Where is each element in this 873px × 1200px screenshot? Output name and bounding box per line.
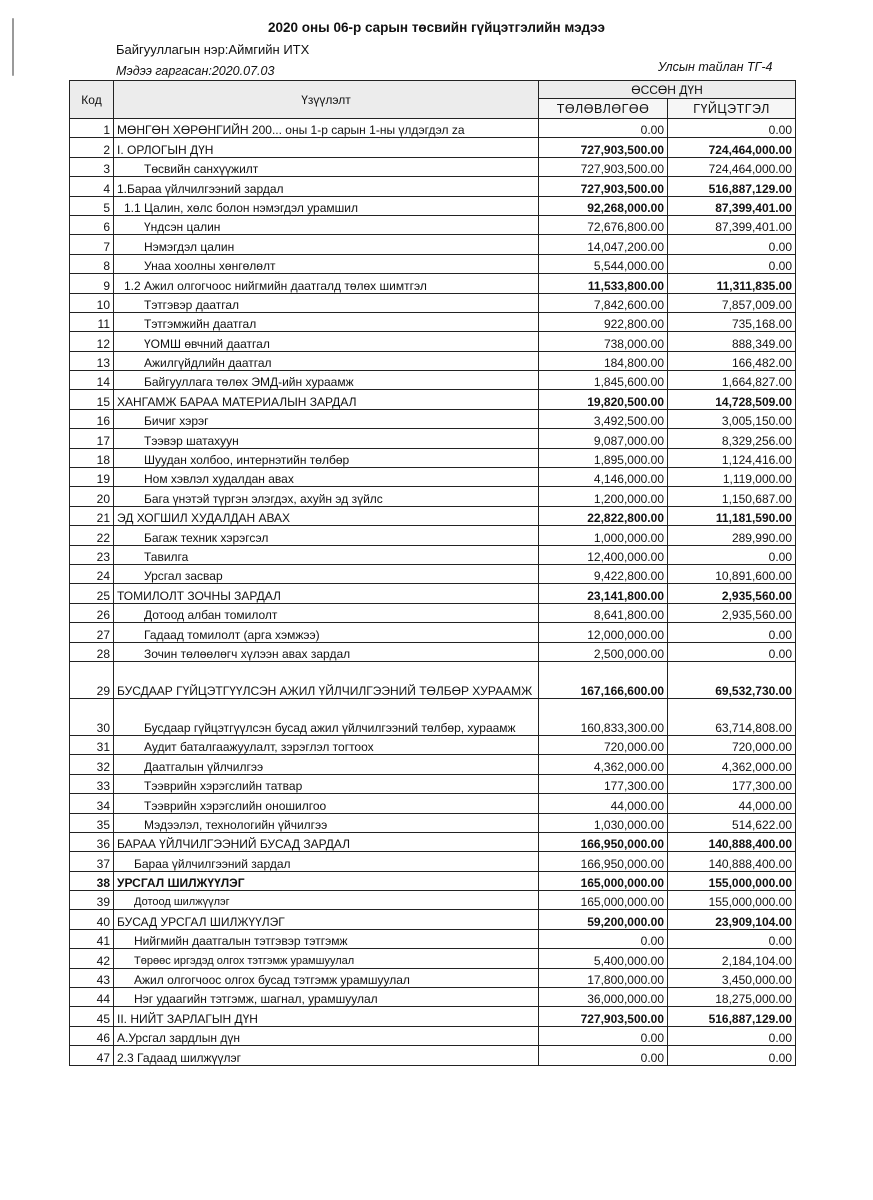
row-actual: 0.00 bbox=[668, 642, 796, 661]
table-row bbox=[70, 891, 796, 910]
row-actual: 69,532,730.00 bbox=[668, 661, 796, 698]
row-plan: 727,903,500.00 bbox=[539, 1007, 668, 1026]
table-row bbox=[70, 487, 796, 506]
table-row bbox=[70, 526, 796, 545]
row-code: 30 bbox=[70, 698, 114, 735]
table-row bbox=[70, 642, 796, 661]
row-label: ХАНГАМЖ БАРАА МАТЕРИАЛЫН ЗАРДАЛ bbox=[114, 390, 539, 409]
row-actual: 888,349.00 bbox=[668, 332, 796, 351]
table-row bbox=[70, 968, 796, 987]
table-row bbox=[70, 196, 796, 215]
row-code: 47 bbox=[70, 1046, 114, 1065]
row-actual: 3,005,150.00 bbox=[668, 409, 796, 428]
row-actual: 1,150,687.00 bbox=[668, 487, 796, 506]
row-label: А.Урсгал зардлын дүн bbox=[114, 1026, 539, 1045]
row-code: 11 bbox=[70, 312, 114, 331]
row-label: Ном хэвлэл худалдан авах bbox=[114, 468, 539, 487]
row-label: Гадаад томилолт (арга хэмжээ) bbox=[114, 623, 539, 642]
row-plan: 36,000,000.00 bbox=[539, 988, 668, 1007]
row-plan: 177,300.00 bbox=[539, 774, 668, 793]
row-plan: 166,950,000.00 bbox=[539, 832, 668, 851]
row-label: Тэтгэвэр даатгал bbox=[114, 293, 539, 312]
row-plan: 727,903,500.00 bbox=[539, 138, 668, 157]
row-actual: 0.00 bbox=[668, 545, 796, 564]
row-plan: 3,492,500.00 bbox=[539, 409, 668, 428]
row-plan: 7,842,600.00 bbox=[539, 293, 668, 312]
row-code: 45 bbox=[70, 1007, 114, 1026]
row-label: БУСДААР ГҮЙЦЭТГҮҮЛСЭН АЖИЛ ҮЙЛЧИЛГЭЭНИЙ ТӨЛБӨР ХУРААМЖ bbox=[114, 661, 539, 698]
row-label: Нэг удаагийн тэтгэмж, шагнал, урамшуулал bbox=[114, 988, 539, 1007]
row-code: 44 bbox=[70, 988, 114, 1007]
col-plan-header: ТӨЛӨВЛӨГӨӨ bbox=[539, 99, 668, 119]
table-row bbox=[70, 545, 796, 564]
row-label: Даатгалын үйлчилгээ bbox=[114, 755, 539, 774]
row-actual: 87,399,401.00 bbox=[668, 215, 796, 234]
row-code: 20 bbox=[70, 487, 114, 506]
table-row bbox=[70, 564, 796, 583]
row-plan: 5,544,000.00 bbox=[539, 254, 668, 273]
row-plan: 0.00 bbox=[539, 929, 668, 948]
table-row bbox=[70, 390, 796, 409]
table-row bbox=[70, 910, 796, 929]
row-label: 1.2 Ажил олгогчоос нийгмийн даатгалд төлөх шимтгэл bbox=[114, 274, 539, 293]
table-row bbox=[70, 138, 796, 157]
row-label: Бичиг хэрэг bbox=[114, 409, 539, 428]
row-actual: 720,000.00 bbox=[668, 735, 796, 754]
row-plan: 19,820,500.00 bbox=[539, 390, 668, 409]
row-label: БУСАД УРСГАЛ ШИЛЖҮҮЛЭГ bbox=[114, 910, 539, 929]
table-row bbox=[70, 988, 796, 1007]
row-actual: 724,464,000.00 bbox=[668, 157, 796, 176]
row-label: Бусдаар гүйцэтгүүлсэн бусад ажил үйлчилгээний төлбөр, хураамж bbox=[114, 698, 539, 735]
table-row bbox=[70, 852, 796, 871]
row-code: 25 bbox=[70, 584, 114, 603]
table-row bbox=[70, 254, 796, 273]
row-label: Тэтгэмжийн даатгал bbox=[114, 312, 539, 331]
row-label: Мэдээлэл, технологийн үйчилгээ bbox=[114, 813, 539, 832]
table-row bbox=[70, 119, 796, 138]
row-plan: 167,166,600.00 bbox=[539, 661, 668, 698]
col-actual-header: ГҮЙЦЭТГЭЛ bbox=[668, 99, 796, 119]
table-row bbox=[70, 448, 796, 467]
row-actual: 2,184,104.00 bbox=[668, 949, 796, 968]
row-code: 29 bbox=[70, 661, 114, 698]
row-code: 3 bbox=[70, 157, 114, 176]
row-code: 5 bbox=[70, 196, 114, 215]
row-actual: 23,909,104.00 bbox=[668, 910, 796, 929]
row-plan: 160,833,300.00 bbox=[539, 698, 668, 735]
row-plan: 4,146,000.00 bbox=[539, 468, 668, 487]
row-label: МӨНГӨН ХӨРӨНГИЙН 200... оны 1-р сарын 1-ны үлдэгдэл za bbox=[114, 119, 539, 138]
table-row bbox=[70, 274, 796, 293]
row-actual: 18,275,000.00 bbox=[668, 988, 796, 1007]
row-actual: 11,311,835.00 bbox=[668, 274, 796, 293]
row-label: Зочин төлөөлөгч хүлээн авах зардал bbox=[114, 642, 539, 661]
table-row bbox=[70, 661, 796, 698]
row-actual: 11,181,590.00 bbox=[668, 506, 796, 525]
row-label: Нэмэгдэл цалин bbox=[114, 235, 539, 254]
row-plan: 727,903,500.00 bbox=[539, 157, 668, 176]
row-plan: 11,533,800.00 bbox=[539, 274, 668, 293]
row-label: II. НИЙТ ЗАРЛАГЫН ДҮН bbox=[114, 1007, 539, 1026]
row-actual: 155,000,000.00 bbox=[668, 891, 796, 910]
row-actual: 0.00 bbox=[668, 235, 796, 254]
row-code: 1 bbox=[70, 119, 114, 138]
table-row bbox=[70, 351, 796, 370]
row-actual: 0.00 bbox=[668, 1046, 796, 1065]
row-label: Үндсэн цалин bbox=[114, 215, 539, 234]
table-row bbox=[70, 929, 796, 948]
row-label: Байгууллага төлөх ЭМД-ийн хураамж bbox=[114, 371, 539, 390]
row-plan: 4,362,000.00 bbox=[539, 755, 668, 774]
row-label: Нийгмийн даатгалын тэтгэвэр тэтгэмж bbox=[114, 929, 539, 948]
table-row bbox=[70, 157, 796, 176]
row-label: 1.Бараа үйлчилгээний зардал bbox=[114, 177, 539, 196]
report-form-label: Улсын тайлан ТГ-4 bbox=[658, 60, 773, 74]
row-plan: 166,950,000.00 bbox=[539, 852, 668, 871]
row-actual: 1,124,416.00 bbox=[668, 448, 796, 467]
row-actual: 514,622.00 bbox=[668, 813, 796, 832]
table-row bbox=[70, 794, 796, 813]
row-code: 4 bbox=[70, 177, 114, 196]
table-row bbox=[70, 506, 796, 525]
row-actual: 0.00 bbox=[668, 119, 796, 138]
row-actual: 1,119,000.00 bbox=[668, 468, 796, 487]
row-plan: 738,000.00 bbox=[539, 332, 668, 351]
row-code: 42 bbox=[70, 949, 114, 968]
row-actual: 44,000.00 bbox=[668, 794, 796, 813]
row-plan: 0.00 bbox=[539, 1026, 668, 1045]
row-code: 24 bbox=[70, 564, 114, 583]
row-plan: 22,822,800.00 bbox=[539, 506, 668, 525]
row-label: Төрөөс иргэдэд олгох тэтгэмж урамшуулал bbox=[114, 949, 539, 968]
row-actual: 1,664,827.00 bbox=[668, 371, 796, 390]
row-code: 12 bbox=[70, 332, 114, 351]
row-code: 41 bbox=[70, 929, 114, 948]
row-plan: 23,141,800.00 bbox=[539, 584, 668, 603]
row-actual: 7,857,009.00 bbox=[668, 293, 796, 312]
table-row bbox=[70, 698, 796, 735]
row-plan: 92,268,000.00 bbox=[539, 196, 668, 215]
row-actual: 155,000,000.00 bbox=[668, 871, 796, 890]
row-actual: 140,888,400.00 bbox=[668, 832, 796, 851]
table-row bbox=[70, 312, 796, 331]
row-code: 15 bbox=[70, 390, 114, 409]
row-label: Тээврийн хэрэгслийн оношилгоо bbox=[114, 794, 539, 813]
row-code: 8 bbox=[70, 254, 114, 273]
row-code: 37 bbox=[70, 852, 114, 871]
row-plan: 17,800,000.00 bbox=[539, 968, 668, 987]
row-actual: 63,714,808.00 bbox=[668, 698, 796, 735]
row-actual: 166,482.00 bbox=[668, 351, 796, 370]
row-label: ТОМИЛОЛТ ЗОЧНЫ ЗАРДАЛ bbox=[114, 584, 539, 603]
row-label: Тээвэр шатахуун bbox=[114, 429, 539, 448]
row-plan: 14,047,200.00 bbox=[539, 235, 668, 254]
row-plan: 922,800.00 bbox=[539, 312, 668, 331]
table-row bbox=[70, 215, 796, 234]
row-code: 46 bbox=[70, 1026, 114, 1045]
row-actual: 735,168.00 bbox=[668, 312, 796, 331]
row-plan: 1,845,600.00 bbox=[539, 371, 668, 390]
row-label: Ажил олгогчоос олгох бусад тэтгэмж урамшуулал bbox=[114, 968, 539, 987]
table-row bbox=[70, 871, 796, 890]
row-code: 13 bbox=[70, 351, 114, 370]
table-row bbox=[70, 235, 796, 254]
row-code: 23 bbox=[70, 545, 114, 564]
row-label: БАРАА ҮЙЛЧИЛГЭЭНИЙ БУСАД ЗАРДАЛ bbox=[114, 832, 539, 851]
row-label: Ажилгүйдлийн даатгал bbox=[114, 351, 539, 370]
row-actual: 8,329,256.00 bbox=[668, 429, 796, 448]
row-actual: 14,728,509.00 bbox=[668, 390, 796, 409]
row-label: Бараа үйлчилгээний зардал bbox=[114, 852, 539, 871]
row-code: 27 bbox=[70, 623, 114, 642]
row-label: ЭД ХОГШИЛ ХУДАЛДАН АВАХ bbox=[114, 506, 539, 525]
row-plan: 9,422,800.00 bbox=[539, 564, 668, 583]
col-indicator-header: Үзүүлэлт bbox=[114, 81, 539, 119]
issue-date: Мэдээ гаргасан:2020.07.03 bbox=[116, 64, 275, 78]
row-plan: 165,000,000.00 bbox=[539, 891, 668, 910]
row-actual: 2,935,560.00 bbox=[668, 584, 796, 603]
row-actual: 140,888,400.00 bbox=[668, 852, 796, 871]
table-row bbox=[70, 603, 796, 622]
table-row bbox=[70, 468, 796, 487]
row-actual: 0.00 bbox=[668, 254, 796, 273]
row-plan: 5,400,000.00 bbox=[539, 949, 668, 968]
table-row bbox=[70, 774, 796, 793]
row-code: 9 bbox=[70, 274, 114, 293]
row-code: 43 bbox=[70, 968, 114, 987]
row-plan: 59,200,000.00 bbox=[539, 910, 668, 929]
row-plan: 12,000,000.00 bbox=[539, 623, 668, 642]
row-label: Унаа хоолны хөнгөлөлт bbox=[114, 254, 539, 273]
row-code: 22 bbox=[70, 526, 114, 545]
row-actual: 0.00 bbox=[668, 1026, 796, 1045]
row-label: Бага үнэтэй түргэн элэгдэх, ахуйн эд зүйлс bbox=[114, 487, 539, 506]
row-code: 34 bbox=[70, 794, 114, 813]
row-actual: 177,300.00 bbox=[668, 774, 796, 793]
col-cumulative-header: ӨССӨН ДҮН bbox=[539, 81, 796, 99]
table-row bbox=[70, 584, 796, 603]
row-code: 17 bbox=[70, 429, 114, 448]
report-title: 2020 оны 06-р сарын төсвийн гүйцэтгэлийн мэдээ bbox=[267, 20, 605, 35]
table-row bbox=[70, 332, 796, 351]
table-row bbox=[70, 1007, 796, 1026]
row-plan: 1,000,000.00 bbox=[539, 526, 668, 545]
row-code: 10 bbox=[70, 293, 114, 312]
row-label: Төсвийн санхүүжилт bbox=[114, 157, 539, 176]
table-row bbox=[70, 293, 796, 312]
row-actual: 289,990.00 bbox=[668, 526, 796, 545]
row-actual: 516,887,129.00 bbox=[668, 1007, 796, 1026]
row-code: 21 bbox=[70, 506, 114, 525]
table-row bbox=[70, 371, 796, 390]
row-code: 16 bbox=[70, 409, 114, 428]
row-plan: 1,200,000.00 bbox=[539, 487, 668, 506]
row-code: 6 bbox=[70, 215, 114, 234]
row-code: 26 bbox=[70, 603, 114, 622]
row-plan: 8,641,800.00 bbox=[539, 603, 668, 622]
row-plan: 727,903,500.00 bbox=[539, 177, 668, 196]
row-label: Багаж техник хэрэгсэл bbox=[114, 526, 539, 545]
row-code: 2 bbox=[70, 138, 114, 157]
table-row bbox=[70, 735, 796, 754]
header-row bbox=[70, 81, 796, 99]
row-code: 38 bbox=[70, 871, 114, 890]
row-actual: 10,891,600.00 bbox=[668, 564, 796, 583]
row-label: Аудит баталгаажуулалт, зэрэглэл тогтоох bbox=[114, 735, 539, 754]
row-actual: 3,450,000.00 bbox=[668, 968, 796, 987]
row-code: 7 bbox=[70, 235, 114, 254]
row-code: 14 bbox=[70, 371, 114, 390]
row-code: 19 bbox=[70, 468, 114, 487]
table-row bbox=[70, 949, 796, 968]
row-plan: 0.00 bbox=[539, 1046, 668, 1065]
row-label: Дотоод албан томилолт bbox=[114, 603, 539, 622]
row-label: Дотоод шилжүүлэг bbox=[114, 891, 539, 910]
row-actual: 87,399,401.00 bbox=[668, 196, 796, 215]
row-code: 35 bbox=[70, 813, 114, 832]
row-label: ҮОМШ өвчний даатгал bbox=[114, 332, 539, 351]
table-row bbox=[70, 755, 796, 774]
row-plan: 165,000,000.00 bbox=[539, 871, 668, 890]
row-label: УРСГАЛ ШИЛЖҮҮЛЭГ bbox=[114, 871, 539, 890]
table-row bbox=[70, 1046, 796, 1065]
row-code: 36 bbox=[70, 832, 114, 851]
row-label: I. ОРЛОГЫН ДҮН bbox=[114, 138, 539, 157]
col-code-header: Код bbox=[70, 81, 114, 119]
row-actual: 4,362,000.00 bbox=[668, 755, 796, 774]
row-label: 1.1 Цалин, хөлс болон нэмэгдэл урамшил bbox=[114, 196, 539, 215]
row-code: 33 bbox=[70, 774, 114, 793]
row-code: 28 bbox=[70, 642, 114, 661]
budget-table bbox=[69, 80, 796, 1066]
row-actual: 516,887,129.00 bbox=[668, 177, 796, 196]
row-plan: 72,676,800.00 bbox=[539, 215, 668, 234]
row-plan: 184,800.00 bbox=[539, 351, 668, 370]
row-code: 31 bbox=[70, 735, 114, 754]
row-actual: 0.00 bbox=[668, 929, 796, 948]
row-code: 40 bbox=[70, 910, 114, 929]
row-code: 18 bbox=[70, 448, 114, 467]
table-row bbox=[70, 429, 796, 448]
row-label: Урсгал засвар bbox=[114, 564, 539, 583]
row-plan: 9,087,000.00 bbox=[539, 429, 668, 448]
table-row bbox=[70, 832, 796, 851]
table-row bbox=[70, 623, 796, 642]
row-plan: 2,500,000.00 bbox=[539, 642, 668, 661]
row-label: Тээврийн хэрэгслийн татвар bbox=[114, 774, 539, 793]
row-plan: 12,400,000.00 bbox=[539, 545, 668, 564]
row-code: 32 bbox=[70, 755, 114, 774]
row-actual: 0.00 bbox=[668, 623, 796, 642]
row-actual: 724,464,000.00 bbox=[668, 138, 796, 157]
row-plan: 720,000.00 bbox=[539, 735, 668, 754]
row-code: 39 bbox=[70, 891, 114, 910]
row-label: 2.3 Гадаад шилжүүлэг bbox=[114, 1046, 539, 1065]
table-row bbox=[70, 813, 796, 832]
table-row bbox=[70, 177, 796, 196]
row-plan: 44,000.00 bbox=[539, 794, 668, 813]
row-label: Шуудан холбоо, интернэтийн төлбөр bbox=[114, 448, 539, 467]
table-row bbox=[70, 409, 796, 428]
row-plan: 1,030,000.00 bbox=[539, 813, 668, 832]
organization-name: Байгууллагын нэр:Аймгийн ИТХ bbox=[116, 42, 310, 57]
row-plan: 1,895,000.00 bbox=[539, 448, 668, 467]
row-plan: 0.00 bbox=[539, 119, 668, 138]
row-actual: 2,935,560.00 bbox=[668, 603, 796, 622]
table-row bbox=[70, 1026, 796, 1045]
row-label: Тавилга bbox=[114, 545, 539, 564]
